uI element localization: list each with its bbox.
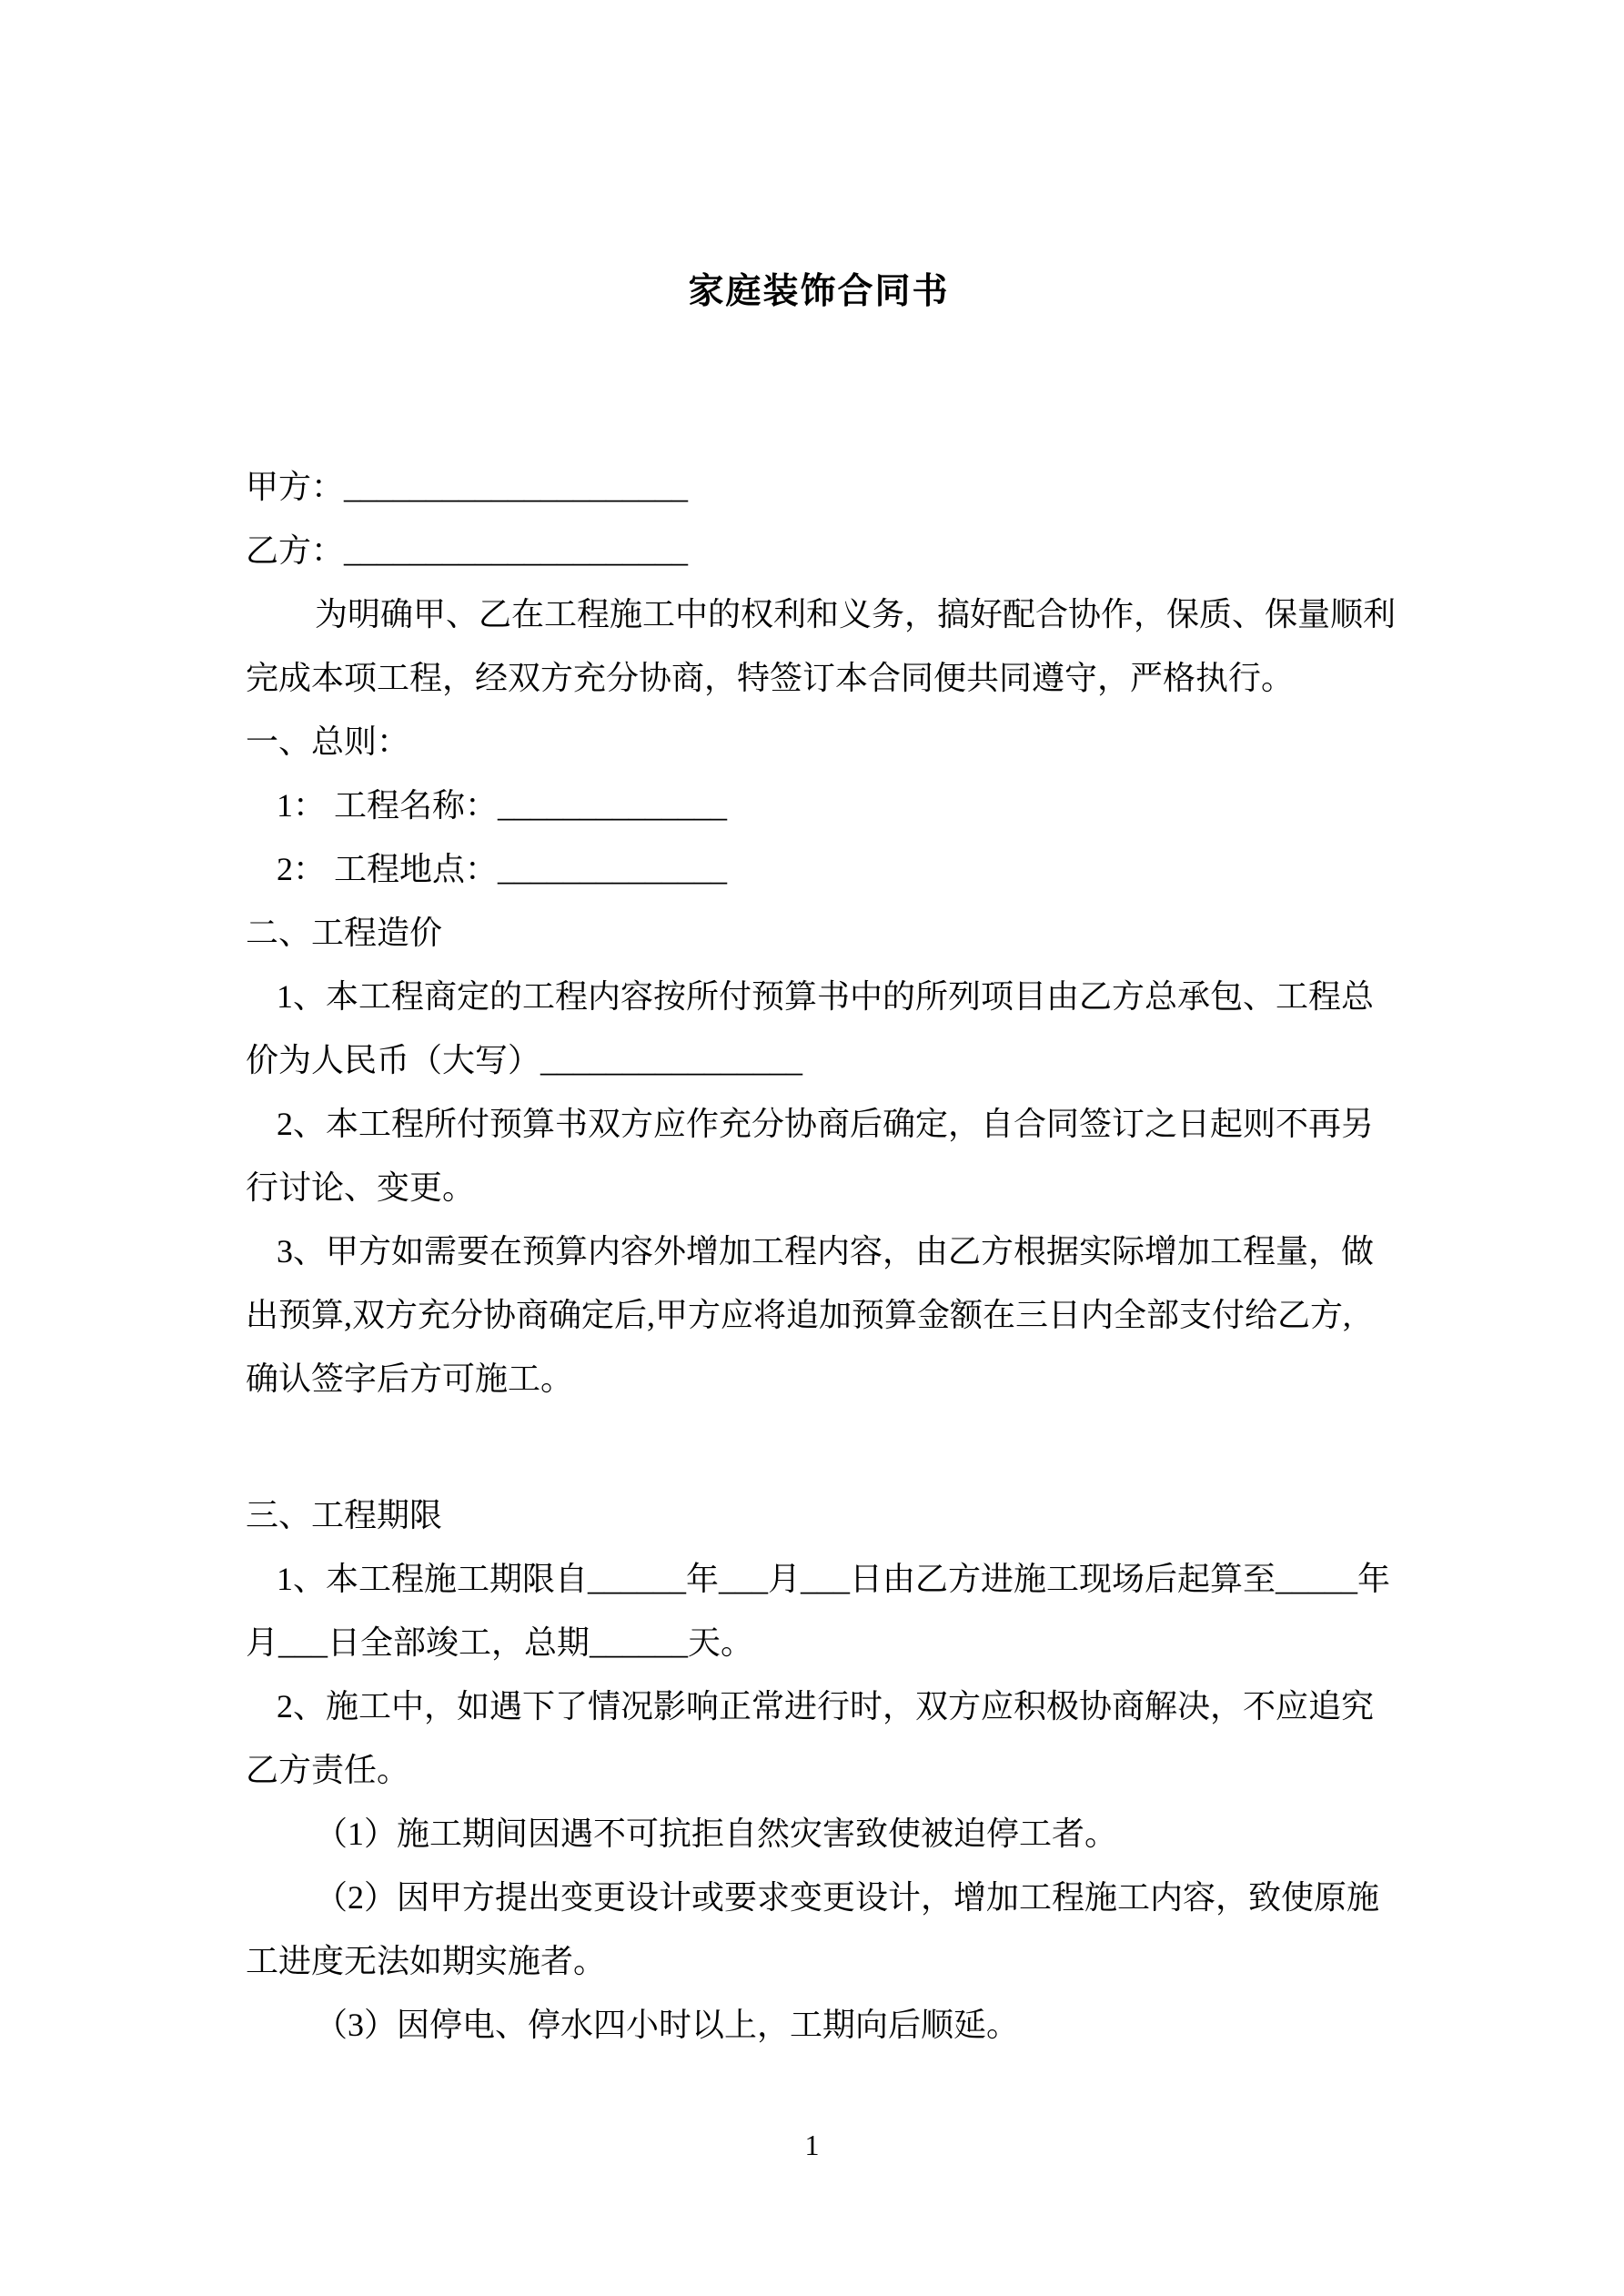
duration-item-1: （1）施工期间因遇不可抗拒自然灾害致使被迫停工者。 bbox=[315, 1816, 1118, 1852]
cost-clause-2-line-2: 行讨论、变更。 bbox=[246, 1169, 476, 1206]
party-a-line: 甲方：_____________________ bbox=[246, 469, 689, 505]
cost-clause-1-line-1: 1、本工程商定的工程内容按所付预算书中的所列项目由乙方总承包、工程总 bbox=[277, 978, 1375, 1015]
duration-clause-2-line-1: 2、施工中，如遇下了情况影响正常进行时，双方应积极协商解决，不应追究 bbox=[277, 1688, 1375, 1725]
section-cost-heading: 二、工程造价 bbox=[246, 915, 443, 951]
document-title: 家庭装饰合同书 bbox=[688, 272, 950, 311]
duration-clause-2-line-2: 乙方责任。 bbox=[246, 1752, 410, 1788]
cost-clause-3-line-2: 出预算,双方充分协商确定后,甲方应将追加预算金额在三日内全部支付给乙方, bbox=[246, 1297, 1352, 1333]
blank-line bbox=[246, 1411, 1392, 1483]
cost-clause-2-line-1: 2、本工程所付预算书双方应作充分协商后确定，自合同签订之日起则不再另 bbox=[277, 1106, 1375, 1142]
duration-item-2-line-1: （2）因甲方提出变更设计或要求变更设计，增加工程施工内容，致使原施 bbox=[315, 1879, 1380, 1916]
preamble-line-1: 为明确甲、乙在工程施工中的权利和义务，搞好配合协作，保质、保量顺利 bbox=[315, 596, 1397, 632]
duration-item-3: （3）因停电、停水四小时以上，工期向后顺延。 bbox=[315, 2007, 1020, 2043]
duration-clause-1-line-1: 1、本工程施工期限自______年___月___日由乙方进施工现场后起算至_____年 bbox=[277, 1561, 1391, 1597]
duration-item-2-line-2: 工进度无法如期实施者。 bbox=[246, 1943, 607, 1979]
cost-clause-3-line-3: 确认签字后方可施工。 bbox=[246, 1360, 574, 1397]
preamble-line-2: 完成本项工程，经双方充分协商，特签订本合同便共同遵守，严格执行。 bbox=[246, 660, 1295, 696]
project-name-line: 1： 工程名称：______________ bbox=[277, 787, 728, 824]
cost-clause-1-line-2: 价为人民币（大写）________________ bbox=[246, 1042, 803, 1078]
section-general-heading: 一、总则： bbox=[246, 723, 410, 760]
duration-clause-1-line-2: 月___日全部竣工，总期______天。 bbox=[246, 1624, 754, 1661]
project-location-line: 2： 工程地点：______________ bbox=[277, 851, 728, 887]
cost-clause-3-line-1: 3、甲方如需要在预算内容外增加工程内容，由乙方根据实际增加工程量，做 bbox=[277, 1233, 1375, 1269]
party-b-line: 乙方：_____________________ bbox=[246, 532, 689, 569]
page-number: 1 bbox=[804, 2129, 820, 2161]
section-duration-heading: 三、工程期限 bbox=[246, 1497, 443, 1533]
